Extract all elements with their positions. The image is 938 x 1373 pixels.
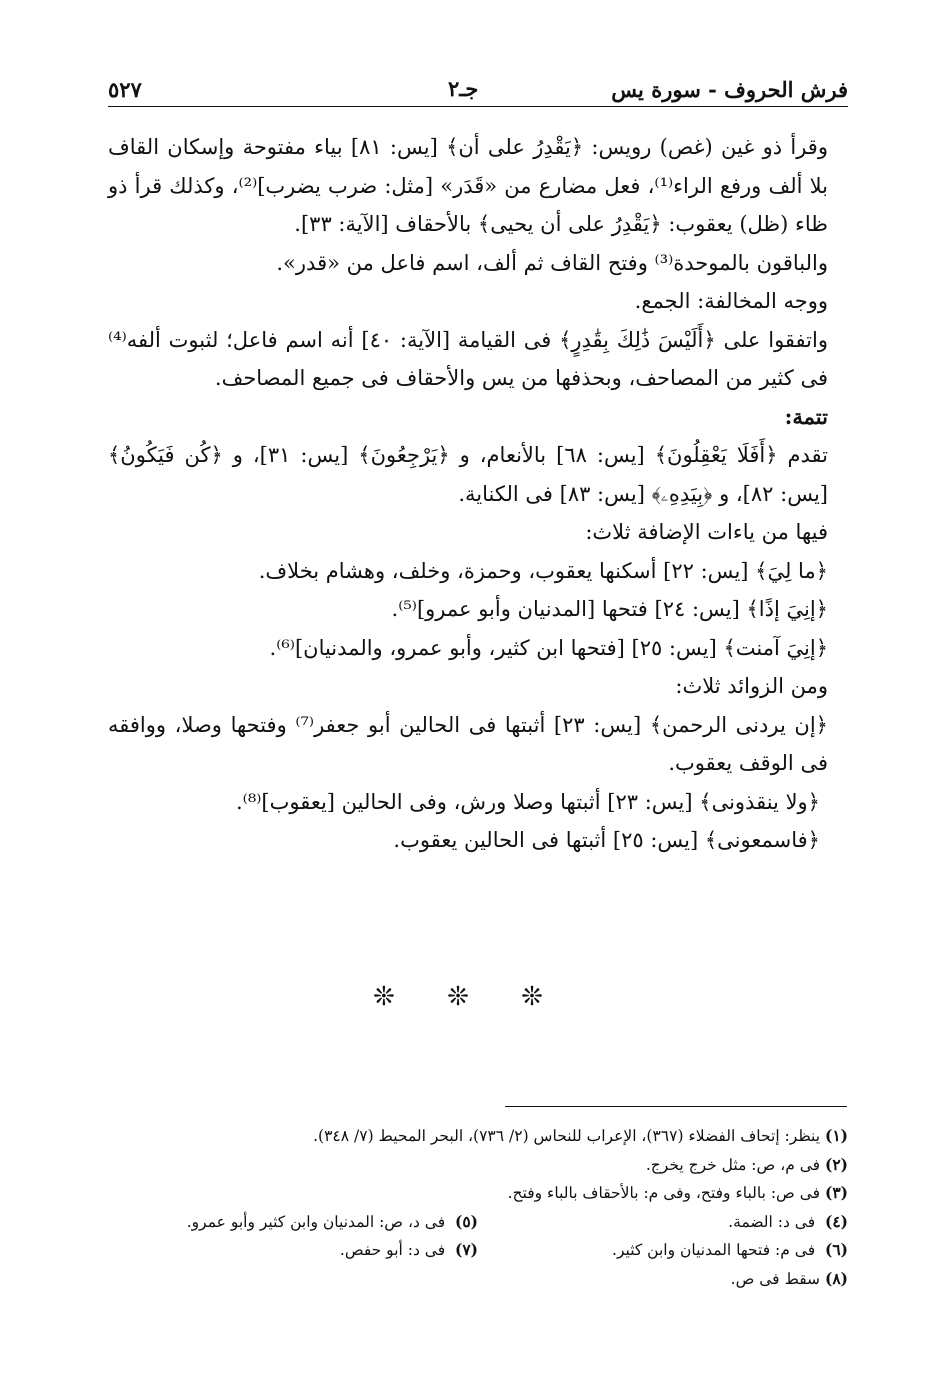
footnote-number: (٣) [824,1183,848,1202]
paragraph: ووجه المخالفة: الجمع. [634,289,828,313]
footnote [108,1151,848,1180]
footnote-number: (٤) [824,1211,848,1231]
footnote-number: (٨) [824,1268,848,1288]
footnote-number: (٥) [454,1211,478,1231]
paragraph: والباقون بالموحدة⁽³⁾ وفتح القاف ثم ألف، اسم فاعل من «قدر». [276,250,828,275]
list-item: ﴿ما لِيَ﴾ [يس: ٢٢] أسكنها يعقوب، وحمزة، وخلف، وهشام بخلاف. [258,558,828,583]
footnotes [108,1122,848,1293]
footnote [108,1265,848,1294]
footnote [478,1208,848,1237]
footnote-text: فى م، ص: مثل خرج يخرج. [645,1155,821,1174]
page-number: ٥٢٧ [108,76,142,102]
running-header [108,72,848,107]
footnote [108,1122,848,1151]
list-item: ﴿فاسمعونى﴾ [يس: ٢٥] أثبتها فى الحالين يعقوب. [393,828,820,852]
footnote-text: فى د، ص: المدنيان وابن كثير وأبو عمرو. [186,1212,446,1231]
list-item: ﴿إنِيَ إذًا﴾ [يس: ٢٤] فتحها [المدنيان وأبو عمرو]⁽⁵⁾. [391,597,828,621]
footnote-number: (٧) [454,1240,478,1259]
volume-label: جـ٢ [448,76,479,101]
paragraph: فيها من ياءات الإضافة ثلاث: [585,520,828,544]
paragraph: تقدم ﴿أَفَلَا يَعْقِلُونَ﴾ [يس: ٦٨] بالأنعام، و ﴿يَرْجِعُونَ﴾ [يس: ٣١]، و ﴿كُن فَيَكُونُ﴾ [يس: ٨٢]، و ﴿بِيَدِهِۦ﴾ [يس: ٨٣] فى الكناية. [108,443,828,506]
footnote-text: ينظر: إتحاف الفضلاء (٣٦٧)، الإعراب للنحاس (٢/ ٧٣٦)، البحر المحيط (٧/ ٣٤٨). [313,1127,821,1145]
footnote [108,1208,478,1237]
footnote [108,1236,478,1265]
main-text [108,128,848,860]
footnote-number: (٦) [824,1240,848,1259]
chapter-title: فرش الحروف - سورة يس [611,76,848,102]
paragraph: واتفقوا على ﴿أَلَيْسَ ذَٰلِكَ بِقَٰدِرٍ﴾ فى القيامة [الآية: ٤٠] أنه اسم فاعل؛ لثبوت ألفه⁽⁴⁾ فى كثير من المصاحف، وبحذفها من يس والأحقاف فى جميع المصاحف. [108,327,828,390]
footnote [108,1179,848,1208]
list-item: ﴿إنِيَ آمنت﴾ [يس: ٢٥] [فتحها ابن كثير، وأبو عمرو، والمدنيان]⁽⁶⁾. [269,635,828,660]
footnote-pair [108,1236,848,1265]
footnote-number: (١) [824,1126,848,1145]
footnote-divider [505,1106,847,1107]
paragraph: ومن الزوائد ثلاث: [675,674,828,698]
footnote-text: سقط فى ص. [730,1269,821,1288]
paragraph: وقرأ ذو غين (غص) رويس: ﴿يَقْدِرُ على أن﴾ [يس: ٨١] بياء مفتوحة وإسكان القاف بلا ألف ورفع الراء⁽¹⁾، فعل مضارع من «قَدَر» [مثل: ضرب يضرب]⁽²⁾، وكذلك قرأ ذو ظاء (ظل) يعقوب: ﴿يَقْدِرُ على أن يحيى﴾ بالأحقاف [الآية: ٣٣]. [108,135,828,236]
footnote-text: فى د: الضمة. [728,1212,816,1231]
section-separator: ❊ ❊ ❊ [373,982,565,1012]
footnote-text: فى د: أبو حفص. [339,1241,446,1259]
footnote-number: (٢) [824,1154,848,1174]
footnote [478,1236,848,1265]
section-heading: تتمة: [784,403,828,429]
footnote-pair [108,1208,848,1237]
list-item: ﴿ولا ينقذونى﴾ [يس: ٢٣] أثبتها وصلا ورش، وفى الحالين [يعقوب]⁽⁸⁾. [235,789,820,814]
footnote-text: فى م: فتحها المدنيان وابن كثير. [612,1241,816,1259]
list-item: ﴿إن يردنى الرحمن﴾ [يس: ٢٣] أثبتها فى الحالين أبو جعفر⁽⁷⁾ وفتحها وصلا، ووافقه فى الوقف يعقوب. [108,712,828,775]
footnote-text: فى ص: بالباء وفتح، وفى م: بالأحقاف بالباء وفتح. [507,1184,821,1202]
